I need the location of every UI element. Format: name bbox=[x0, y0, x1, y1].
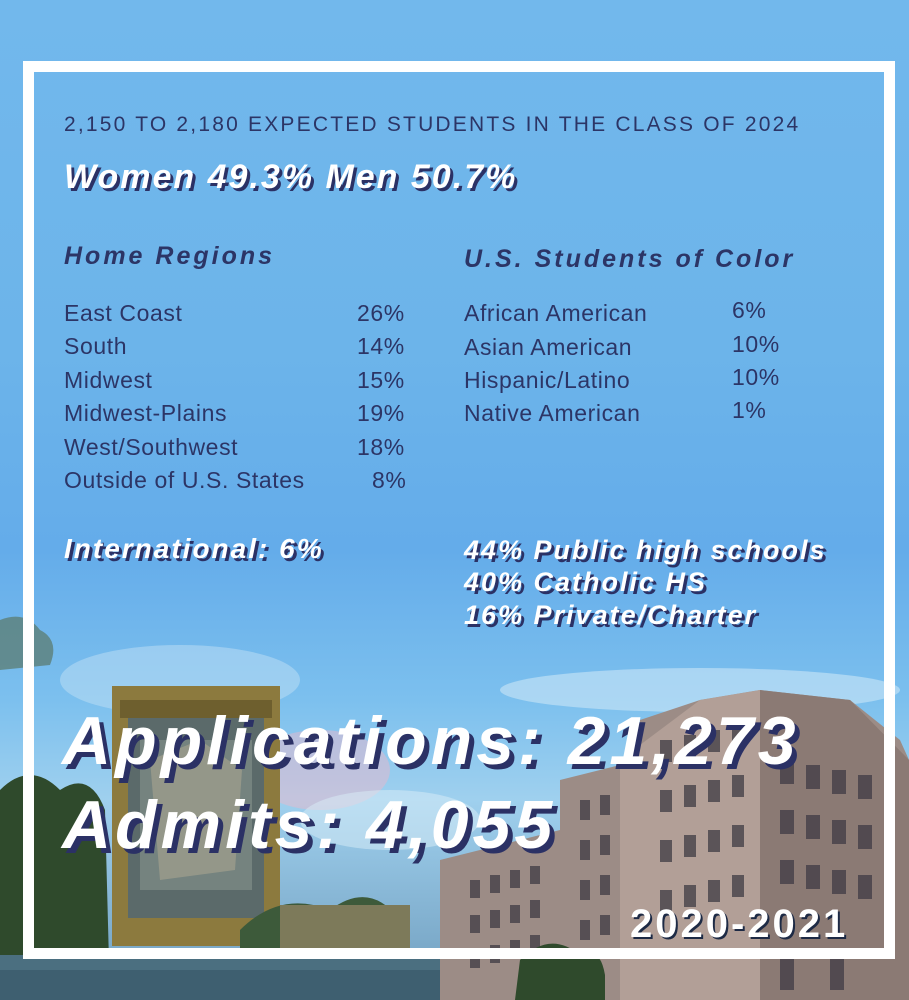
ethnicity-value: 6% bbox=[732, 297, 767, 323]
region-value: 8% bbox=[372, 467, 407, 493]
region-value: 26% bbox=[357, 300, 405, 326]
region-value: 18% bbox=[357, 434, 405, 460]
gender-split: Women 49.3% Men 50.7% bbox=[64, 158, 518, 196]
region-label: South bbox=[64, 333, 128, 359]
ethnicity-label: Asian American bbox=[464, 334, 633, 360]
region-value: 19% bbox=[357, 400, 405, 426]
ethnicity-label: Hispanic/Latino bbox=[464, 367, 631, 393]
region-value: 15% bbox=[357, 367, 405, 393]
region-label: East Coast bbox=[64, 300, 183, 326]
international-text: International: 6% bbox=[64, 533, 324, 564]
private-schools-text: 16% Private/Charter bbox=[464, 600, 758, 630]
region-label: Outside of U.S. States bbox=[64, 467, 305, 493]
ethnicity-value: 1% bbox=[732, 397, 767, 423]
admits-total: Admits: 4,055 bbox=[62, 787, 557, 863]
ethnicity-value: 10% bbox=[732, 364, 780, 390]
ethnicity-label: African American bbox=[464, 300, 648, 326]
ethnicity-value: 10% bbox=[732, 331, 780, 357]
year-label: 2020-2021 bbox=[630, 902, 849, 946]
region-label: Midwest-Plains bbox=[64, 400, 228, 426]
public-schools-text: 44% Public high schools bbox=[464, 535, 827, 565]
region-label: Midwest bbox=[64, 367, 153, 393]
expected-students-text: 2,150 TO 2,180 EXPECTED STUDENTS IN THE CLASS OF 2024 bbox=[64, 113, 801, 136]
students-of-color-heading: U.S. Students of Color bbox=[464, 245, 796, 273]
home-regions-heading: Home Regions bbox=[64, 242, 276, 270]
catholic-schools-text: 40% Catholic HS bbox=[464, 567, 708, 597]
applications-total: Applications: 21,273 bbox=[62, 703, 800, 779]
region-value: 14% bbox=[357, 333, 405, 359]
ethnicity-label: Native American bbox=[464, 400, 641, 426]
region-label: West/Southwest bbox=[64, 434, 239, 460]
